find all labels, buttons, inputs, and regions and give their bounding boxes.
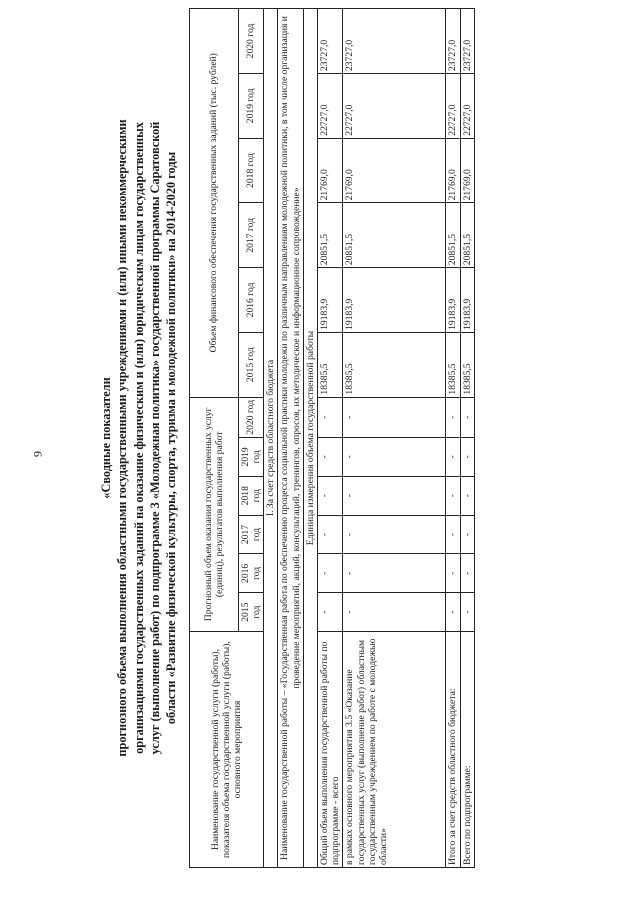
- rotated-page-content: [98, 8, 475, 868]
- volume-cell: -: [460, 476, 474, 515]
- finance-cell: 20851,5: [343, 203, 446, 268]
- section-label: I. За счет средств областного бюджета: [264, 9, 278, 868]
- title-line: прогнозного объема выполнения областными государственными учреждениями и (или) иными некоммерческими: [115, 119, 130, 757]
- year-header: 2018 год: [238, 476, 263, 515]
- document-title: [98, 8, 180, 868]
- finance-cell: 21769,0: [460, 138, 474, 203]
- header-volume: Прогнозный объем оказания государственных услуг (единиц), результатов выполнения работ: [189, 397, 238, 632]
- volume-cell: -: [343, 476, 446, 515]
- finance-cell: 18385,5: [318, 332, 343, 397]
- finance-cell: 19183,9: [460, 268, 474, 333]
- year-header: 2015 год: [238, 332, 263, 397]
- volume-cell: -: [460, 515, 474, 554]
- year-header: 2020 год: [238, 9, 263, 74]
- volume-cell: -: [446, 476, 460, 515]
- year-header: 2017 год: [238, 203, 263, 268]
- finance-cell: 19183,9: [343, 268, 446, 333]
- volume-cell: -: [343, 437, 446, 476]
- finance-cell: 18385,5: [460, 332, 474, 397]
- volume-cell: -: [446, 593, 460, 632]
- row-label: Общий объем выполнения государственной работы по подпрограмме - всего: [318, 632, 343, 868]
- finance-cell: 19183,9: [318, 268, 343, 333]
- title-line: услуг (выполнение работ) по подпрограмме 3 «Молодежная политика» государственной программы Саратовской: [148, 121, 163, 755]
- volume-cell: -: [318, 397, 343, 437]
- table-row: [460, 9, 474, 868]
- volume-cell: -: [343, 593, 446, 632]
- row-label: Итого за счет средств областного бюджета:: [446, 632, 460, 868]
- year-header: 2019 год: [238, 73, 263, 138]
- table-row: [318, 9, 343, 868]
- finance-cell: 20851,5: [460, 203, 474, 268]
- header-row: [189, 9, 238, 868]
- volume-cell: -: [460, 593, 474, 632]
- table-row: [446, 9, 460, 868]
- volume-cell: -: [446, 515, 460, 554]
- title-line: организациями государственных заданий на оказание физическим и (или) юридическим лицам государственных: [131, 122, 146, 754]
- finance-cell: 23727,0: [318, 9, 343, 74]
- finance-cell: 23727,0: [460, 9, 474, 74]
- header-finance: Объем финансового обеспечения государственных заданий (тыс. рублей): [189, 9, 238, 398]
- row-label: Всего по подпрограмме:: [460, 632, 474, 868]
- header-name: Наименование государственной услуги (работы), показателя объема государственной услуги (работы), основного мероприятия: [189, 632, 263, 868]
- finance-cell: 21769,0: [318, 138, 343, 203]
- unit-row: [303, 9, 317, 868]
- unit-label: Единица измерения объема государственной работы: [303, 9, 317, 868]
- year-header: 2020 год: [238, 397, 263, 437]
- year-header: 2017 год: [238, 515, 263, 554]
- volume-cell: -: [343, 397, 446, 437]
- work-name: Наименование государственной работы – «Государственная работа по обеспечению процесса социальной практики молодежи по различным направлениям молодежной политики, в том числе организация и проведение мероприятий, акций, консультаций, тренингов, опросов, их методическое и информационное сопровождение»: [278, 9, 303, 868]
- year-header: 2016 год: [238, 268, 263, 333]
- year-header: 2015 год: [238, 593, 263, 632]
- volume-cell: -: [446, 437, 460, 476]
- finance-cell: 19183,9: [446, 268, 460, 333]
- year-header: 2019 год: [238, 437, 263, 476]
- work-name-row: [278, 9, 303, 868]
- year-header: 2016 год: [238, 554, 263, 593]
- volume-cell: -: [318, 437, 343, 476]
- finance-cell: 22727,0: [460, 73, 474, 138]
- indicators-table: [189, 8, 475, 868]
- volume-cell: -: [343, 515, 446, 554]
- volume-cell: -: [446, 554, 460, 593]
- finance-cell: 21769,0: [343, 138, 446, 203]
- volume-cell: -: [318, 515, 343, 554]
- volume-cell: -: [318, 476, 343, 515]
- title-line: области «Развитие физической культуры, спорта, туризма и молодежной политики» на 2014-2020 годы: [164, 151, 179, 725]
- finance-cell: 22727,0: [343, 73, 446, 138]
- volume-cell: -: [460, 437, 474, 476]
- finance-cell: 18385,5: [343, 332, 446, 397]
- volume-cell: -: [343, 554, 446, 593]
- finance-cell: 18385,5: [446, 332, 460, 397]
- volume-cell: -: [460, 397, 474, 437]
- volume-cell: -: [318, 554, 343, 593]
- finance-cell: 23727,0: [446, 9, 460, 74]
- title-line: «Сводные показатели: [99, 377, 113, 499]
- finance-cell: 20851,5: [446, 203, 460, 268]
- finance-cell: 23727,0: [343, 9, 446, 74]
- finance-cell: 22727,0: [318, 73, 343, 138]
- year-header: 2018 год: [238, 138, 263, 203]
- volume-cell: -: [460, 554, 474, 593]
- table-row: [343, 9, 446, 868]
- page-number: 9: [30, 451, 45, 457]
- finance-cell: 20851,5: [318, 203, 343, 268]
- row-label: в рамках основного мероприятия 3.5 «Оказание государственных услуг (выполнение работ) областным государственным учреждением по работе с молодежью области»: [343, 632, 446, 868]
- finance-cell: 22727,0: [446, 73, 460, 138]
- volume-cell: -: [318, 593, 343, 632]
- section-row: [264, 9, 278, 868]
- finance-cell: 21769,0: [446, 138, 460, 203]
- volume-cell: -: [446, 397, 460, 437]
